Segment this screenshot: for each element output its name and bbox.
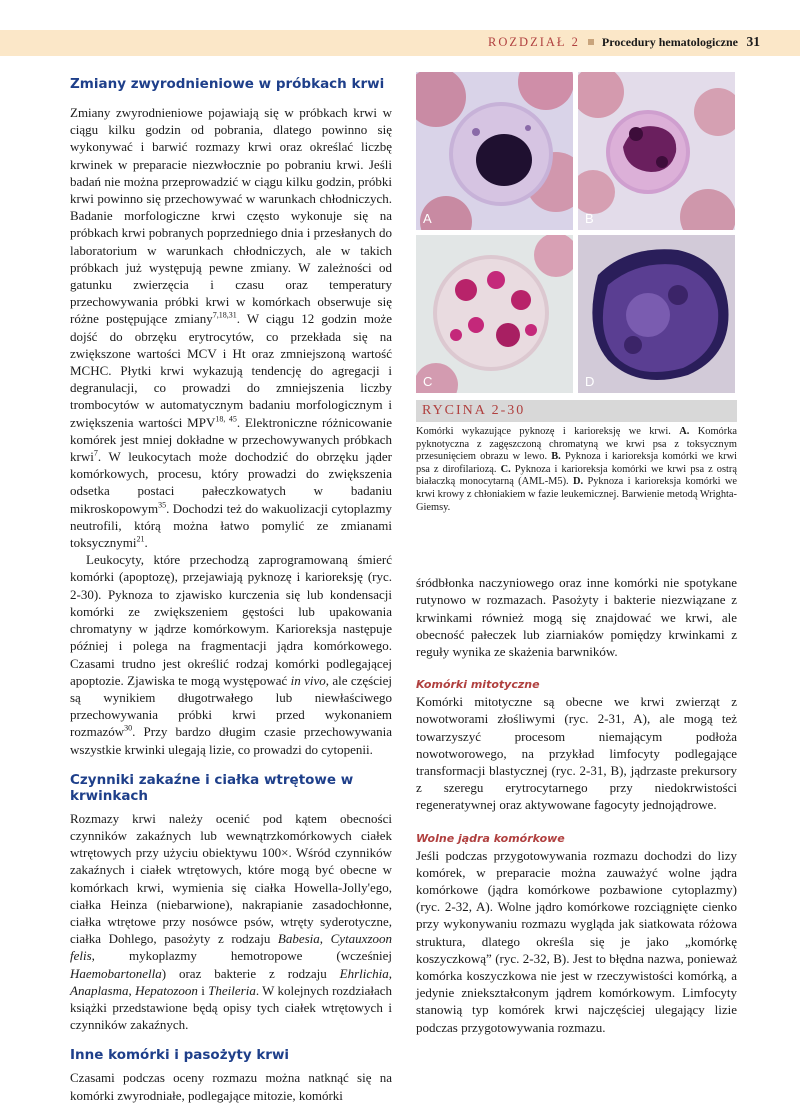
micrograph-panel-a [416,72,573,230]
left-column [70,72,392,1104]
micrograph-d-image [578,235,735,393]
panel-letter-b: B [585,211,594,226]
right-column [416,72,737,1036]
micrograph-panel-c [416,235,573,393]
paragraph-free-nuclei: Jeśli podczas przygotowywania rozmazu dochodzi do lizy komórek, w preparacie można zauważyć wolne jądra komórkowe (jądra komórkowe pozbawione cytoplazmy) (ryc. 2-32, A). Wolne jądro komórkowe rozciągnięte cienko przy wykonywaniu rozmazu wygląda jak siatkowata różowa struktura, dlatego określa się je jako „komórkę koszyczkową” (ryc. 2-32, B). Jest to błędna nazwa, ponieważ komórka koszyczkowa nie jest w rzeczywistości komórką, a jedynie zniekształconym jądrem komórkowym. Limfocyty stanowią typ komórek krwi najczęściej ulegający lizie podczas przygotowywania rozmazu. [416,847,737,1035]
micrograph-c-image [416,235,573,393]
figure-2-30 [416,72,737,394]
paragraph-degenerative-1: Zmiany zwyrodnieniowe pojawiają się w próbkach krwi w ciągu kilku godzin od pobrania, dlatego powinno się wykonywać i barwić rozmazy krwi oraz określać liczbę krwinek w preparacie niezwłocznie po pobraniu krwi. Jeśli badań nie można przeprowadzić w ciągu kilku godzin, próbki krwi powinno się przechowywać w warunkach chłodniczych. Badanie morfologiczne krwi często wykonuje się na próbkach krwi pobranych poprzedniego dnia i przesłanych do laboratorium w warunkach chłodniczych, ale w takich próbkach już występują pewne zmiany. W zależności od gatunku zwierzęcia i czasu oraz temperatury przechowywania próbki krwi w komórkach obserwuje się różne postępujące zmiany$^{7,18,31}$. W ciągu 12 godzin może dojść do obrzęku erytrocytów, co przekłada się na zwiększone wartości MCV i Ht oraz zmniejszoną wartość MCHC. Płytki krwi wykazują tendencję do agregacji i degranulacji, co prowadzi do zmniejszenia liczby trombocytów w automatycznym badaniu morfologicznym i zwiększenia wartości MPV$^{18, 45}$. Elektroniczne różnicowanie komórek jest mniej dokładne w przechowywanych próbkach krwi$^7$. W leukocytach może dochodzić do obrzęku jąder komórkowych, procesu, który prowadzi do zwiększenia odsetka postaci pałeczkowatych w badaniu mikroskopowym$^{35}$. Dochodzi też do wakuolizacji cytoplazmy neutrofili, którą można łatwo pomylić ze zmianami toksycznymi$^{21}$. [70,105,392,551]
micrograph-b-image [578,72,735,230]
section-heading-degenerative-changes: Zmiany zwyrodnieniowe w próbkach krwi [70,76,385,92]
micrograph-panel-b [578,72,735,230]
paragraph-infectious-agents: Rozmazy krwi należy ocenić pod kątem obecności czynników zakaźnych lub wewnątrzkomórkowych ciałek wtrętowych przy użyciu obiektywu 100×. Wśród czynników zakaźnych i ciałek wtrętowych, które mogą być obecne w komórkach krwi, wymienia się ciałka Howella-Jolly'ego, ciałka Heinza (niebarwione), nakrapianie zasadochłonne, ciałka wtrętowe przy nosówce psów, wtręty syderotyczne, ciałka Dohlego, pasożyty z rodzaju Babesia, Cytauxzoon felis, mykoplazmy hemotropowe (wcześniej Haemobartonella) oraz bakterie z rodzaju Ehrlichia, Anaplasma, Hepatozoon i Theileria. W kolejnych rozdziałach książki przedstawione będą opisy tych ciałek wtrętowych i czynników zakaźnych. [70,810,393,1033]
paragraph-other-cells: Czasami podczas oceny rozmazu można natknąć się na komórki zwyrodniałe, podlegające mitozie, komórki [70,1070,392,1103]
subsection-heading-mitotic-cells: Komórki mitotyczne [416,678,540,692]
panel-letter-d: D [585,374,595,389]
chapter-title: Procedury hematologiczne [601,35,738,49]
chapter-label: ROZDZIAŁ 2 [488,35,580,49]
section-heading-infectious-agents: Czynniki zakaźne i ciałka wtrętowe w krwinkach [70,771,354,804]
panel-letter-a: A [423,211,432,226]
page-number: 31 [746,34,760,49]
micrograph-panel-d [578,235,735,393]
paragraph-mitotic-cells: Komórki mitotyczne są obecne we krwi zwierząt z nowotworami złośliwymi (ryc. 2-31, A), ale mogą też towarzyszyć procesom niemającym podłoża nowotworowego, na przykład limfocyty podlegające transformacji blastycznej (ryc. 2-31, B), jądrzaste prekursory z szeregu erytrocytarnego przy niedokrwistości regeneratywnej oraz aktywowane fagocyty jednojądrowe. [416,694,737,813]
paragraph-degenerative-2: Leukocyty, które przechodzą zaprogramowaną śmierć komórki (apoptozę), przejawiają pyknozę i karioreksję (ryc. 2-30). Pyknoza to zjawisko kurczenia się lub kondensacji komórki ze zwiększeniem gęstości lub upakowania chromatyny w jądrze komórkowym. Karioreksja następuje później i polega na fragmentacji jądra komórkowego. Czasami trudno jest określić rodzaj komórki podlegającej apoptozie. Zjawiska te mogą występować in vivo, ale częściej są wynikiem długotrwałego lub niewłaściwego przechowywania próbki krwi przed wykonaniem rozmazów$^{30}$. Przy bardzo długim czasie przechowywania wszystkie krwinki ulegają lizie, co prowadzi do cytopenii. [70,552,392,757]
panel-letter-c: C [423,374,433,389]
running-header [488,35,738,50]
paragraph-endothelium: śródbłonka naczyniowego oraz inne komórki nie spotykane rutynowo w rozmazach. Pasożyty i bakterie niezwiązane z krwinkami również mogą się znajdować we krwi, ale obecność pałeczek lub ziarniaków pomiędzy krwinkami z reguły wynika ze skażenia barwników. [416,575,737,659]
section-heading-other-cells: Inne komórki i pasożyty krwi [70,1047,290,1064]
figure-label: RYCINA 2-30 [416,400,737,422]
separator-square-icon [588,39,594,45]
subsection-heading-free-nuclei: Wolne jądra komórkowe [416,831,565,845]
figure-caption: Komórki wykazujące pyknozę i karioreksję we krwi. A. Komórka pyknotyczna z zagęszczoną chromatyną we krwi psa z toksycznym przesunięciem obrazu w lewo. B. Pyknoza i karioreksja komórki we krwi psa z dirofilariozą. C. Pyknoza i karioreksja komórki we krwi psa z ostrą białaczką monocytarną (AML-M5). D. Pyknoza i karioreksja komórki we krwi krowy z chłoniakiem w fazie leukemicznej. Barwienie metodą Wrighta-Giemsy. [416,426,738,513]
micrograph-a-image [416,72,573,230]
